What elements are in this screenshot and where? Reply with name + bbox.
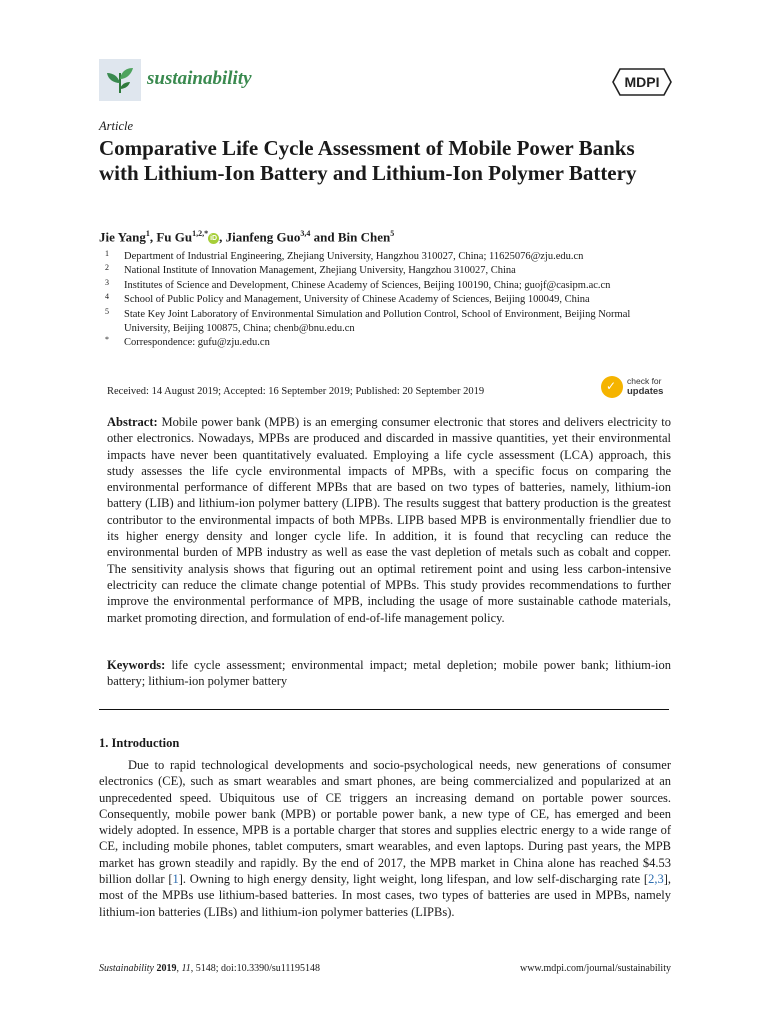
author-separator: , <box>149 229 157 245</box>
article-type: Article <box>99 119 134 133</box>
introduction-paragraph <box>99 757 671 920</box>
affiliation-number: 3 <box>105 277 109 287</box>
keywords-label: Keywords: <box>107 658 166 672</box>
author-affiliation-marker: 1,2,* <box>192 229 209 238</box>
author-name[interactable]: Bin Chen <box>337 229 391 245</box>
author-separator: and <box>310 229 338 245</box>
leaf-icon <box>99 59 141 101</box>
footer-journal-url[interactable]: www.mdpi.com/journal/sustainability <box>519 963 671 974</box>
journal-name: sustainability <box>147 68 252 89</box>
mdpi-logo-text: MDPI <box>624 74 660 90</box>
affiliations <box>99 250 679 351</box>
author-separator: , <box>219 229 226 245</box>
check-updates-text <box>627 377 663 396</box>
section-divider <box>99 709 669 710</box>
abstract-label: Abstract: <box>107 415 158 429</box>
affiliation-item <box>99 279 679 293</box>
footer-volume: 11 <box>181 963 191 974</box>
affiliation-item <box>99 264 679 278</box>
keywords-text: life cycle assessment; environmental impact; metal depletion; mobile power bank; lithium-ion battery; lithium-ion polymer battery <box>107 658 672 689</box>
affiliation-text: School of Public Policy and Management, University of Chinese Academy of Sciences, Beijing 100049, China <box>124 294 590 306</box>
author-name[interactable]: Jie Yang <box>99 229 146 245</box>
orcid-icon[interactable]: iD <box>210 235 218 243</box>
check-updates-line2: updates <box>627 385 664 397</box>
mdpi-logo <box>612 68 672 101</box>
affiliation-text: National Institute of Innovation Management, Zhejiang University, Hangzhou 310027, China <box>124 265 516 277</box>
abstract <box>107 414 671 626</box>
check-icon: ✓ <box>601 376 623 398</box>
footer-journal: Sustainability <box>99 963 154 974</box>
paper-title: Comparative Life Cycle Assessment of Mobile Power Banks with Lithium-Ion Battery and Lithium-Ion Polymer Battery <box>99 136 637 185</box>
affiliation-number: * <box>105 335 109 345</box>
affiliation-number: 2 <box>105 263 109 273</box>
author-list <box>99 229 394 245</box>
affiliation-item <box>99 250 679 264</box>
author-name[interactable]: Jianfeng Guo <box>225 229 301 245</box>
affiliation-item <box>99 336 679 350</box>
check-for-updates-badge[interactable] <box>601 376 671 400</box>
affiliation-item <box>99 308 679 337</box>
author-affiliation-marker: 3,4 <box>300 229 311 238</box>
check-updates-line1: check for <box>627 376 662 386</box>
intro-text-3: ], most of the MPBs use lithium-based batteries. In most cases, two types of batteries are used in MPBs, namely lithium-ion batteries (LIBs) and lithium-ion polymer batteries (LIPBs). <box>99 872 671 919</box>
citation-link-2-3[interactable]: 2,3 <box>648 872 664 887</box>
citation-link-1[interactable]: 1 <box>172 872 179 887</box>
affiliation-number: 4 <box>105 292 109 302</box>
affiliation-text: Institutes of Science and Development, Chinese Academy of Sciences, Beijing 100190, China; guojf@casipm.ac.cn <box>124 279 611 291</box>
footer-doi: , 5148; doi:10.3390/su11195148 <box>190 963 321 974</box>
author-affiliation-marker: 1 <box>145 229 150 238</box>
affiliation-number: 1 <box>105 249 109 258</box>
keywords <box>107 657 671 690</box>
intro-text-2: ]. Owning to high energy density, light weight, long lifespan, and low self-discharging rate [ <box>178 872 649 887</box>
abstract-text: Mobile power bank (MPB) is an emerging consumer electronic that stores and delivers electricity to other electronics. Nowadays, MPBs are produced and discarded in massive quantities, yet their environmental impacts have never been quantitatively evaluated. Employing a life cycle assessment (LCA) approach, this study assesses the life cycle environmental impacts of MPBs, with a specific focus on comparing the environmental performance of different MPBs that are based on two types of batteries, namely, lithium-ion battery (LIB) and lithium-ion polymer battery (LIPB). The results suggest that battery production is the greatest contributor to the environmental impacts of both MPBs. LIPB based MPB is environmentally friendlier due to its higher energy density and longer cycle life. In addition, it is found that recycling can reduce the environmental burden of MPB industry as well as ease the vast depletion of metals such as cobalt and copper. The sensitivity analysis shows that figuring out an optimal retirement point and using less carbon-intensive electricity can reduce the climate change potential of MPBs. This study provides recommendations to further improve the environmental performance of MPB, including the usage of more sustainable cathode materials, market promoting direction, and formulation of end-of-life management policy. <box>107 415 672 625</box>
footer-citation: Sustainability 2019, 11, 5148; doi:10.3390/su11195148 <box>99 963 321 974</box>
affiliation-text: State Key Joint Laboratory of Environmental Simulation and Pollution Control, School of Environment, Beijing Normal University, Beijing 100875, China; chenb@bnu.edu.cn <box>124 308 631 335</box>
publication-dates: Received: 14 August 2019; Accepted: 16 September 2019; Published: 20 September 2019 <box>107 386 485 397</box>
section-heading-introduction: 1. Introduction <box>99 736 180 750</box>
author-affiliation-marker: 5 <box>390 229 395 238</box>
affiliation-number: 5 <box>105 306 109 316</box>
footer-year: 2019 <box>156 963 177 974</box>
affiliation-text: Department of Industrial Engineering, Zhejiang University, Hangzhou 310027, China; 11625076@zju.edu.cn <box>124 251 584 262</box>
journal-logo <box>99 59 141 101</box>
affiliation-item <box>99 293 679 307</box>
author-name[interactable]: Fu Gu <box>156 229 193 245</box>
affiliation-text: Correspondence: gufu@zju.edu.cn <box>124 337 270 349</box>
intro-text-1: Due to rapid technological developments and socio-psychological needs, new generations of consumer electronics (CE), such as smart wearables and smart phones, are being commercialized and popularized at an unprecedented speed. Ubiquitous use of CE triggers an increasing demand on portable power sources. Consequently, mobile power bank (MPB) or portable power bank, a new type of CE, has emerged and been widely adopted. In essence, MPB is a portable charger that stores and supplies electric energy to a wide range of CE, including mobile phones, tablet computers, smart wearables, and even laptops. During past years, the MPB market has grown steadily and rapidly. By the end of 2017, the MPB market in China alone has reached $4.53 billion dollar [ <box>99 758 671 887</box>
